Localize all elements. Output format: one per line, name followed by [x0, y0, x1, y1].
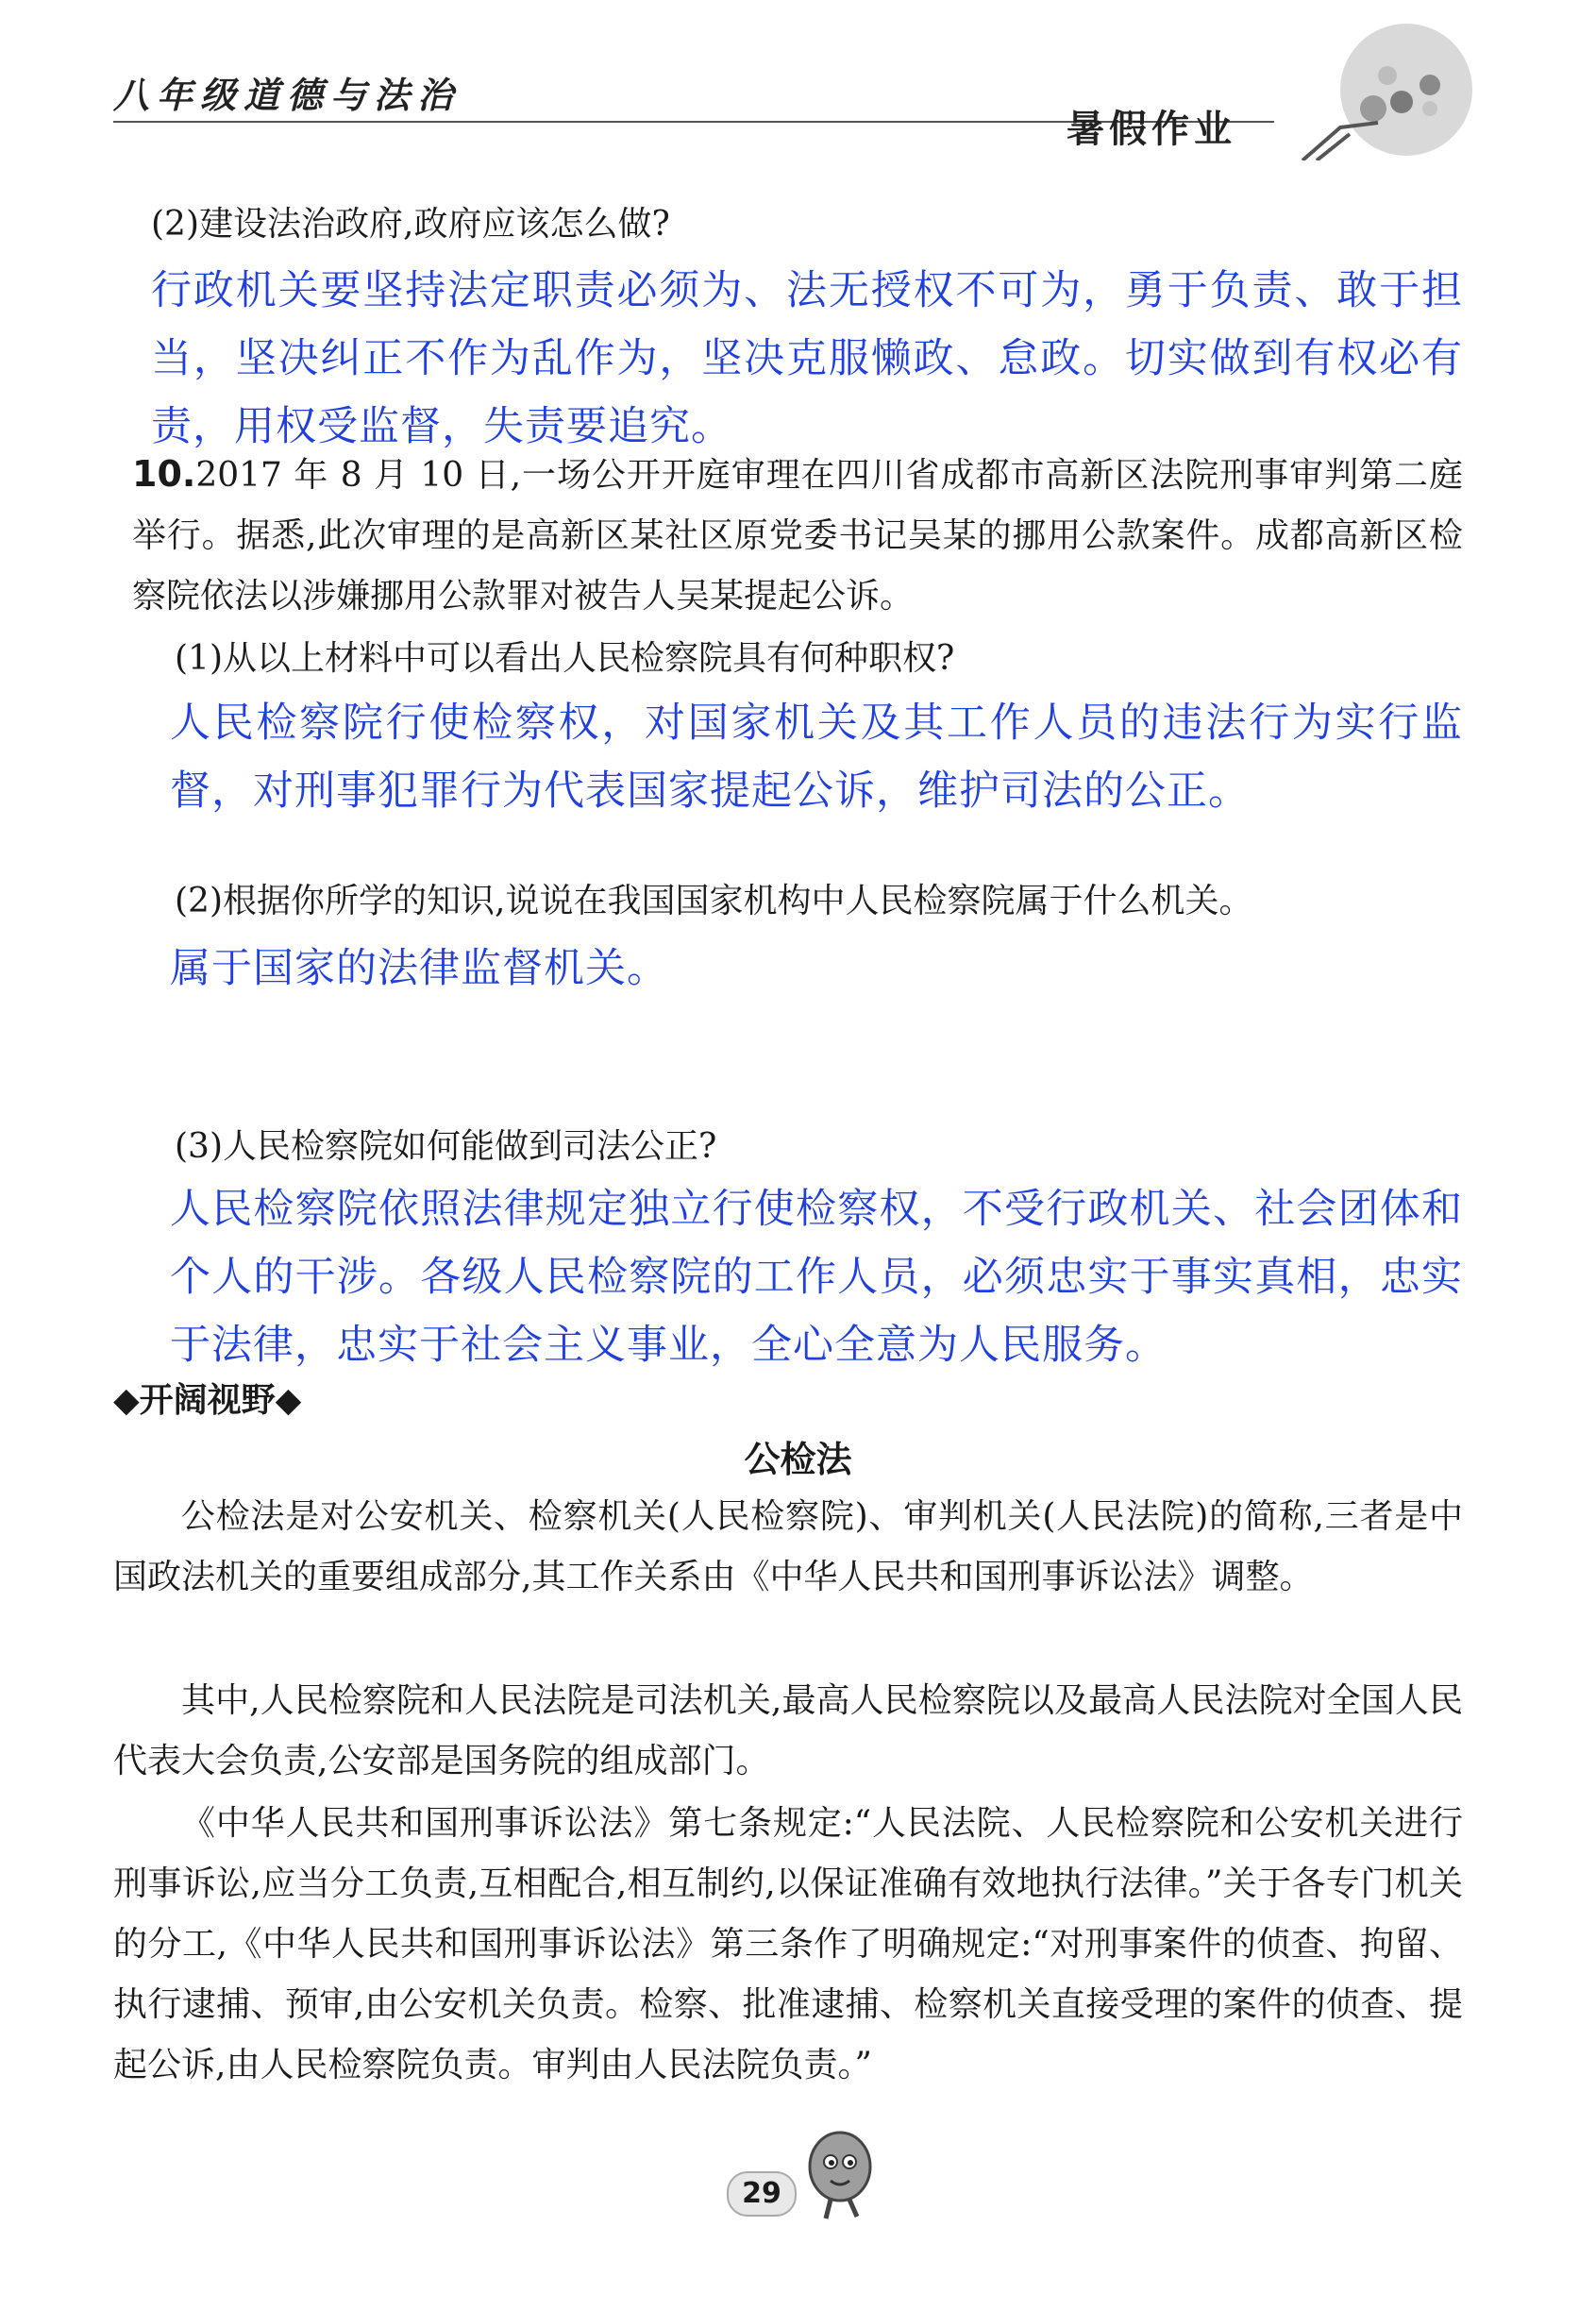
- moon-kids-illustration: [1265, 19, 1491, 160]
- book-subject: 八年级道德与法治: [113, 75, 462, 116]
- article-paragraph: 《中华人民共和国刑事诉讼法》第七条规定:“人民法院、人民检察院和公安机关进行刑事诉讼,应当分工负责,互相配合,相互制约,以保证准确有效地执行法律。”关于各专门机关的分工,《中华人民共和国刑事诉讼法》第三条作了明确规定:“对刑事案件的侦查、拘留、执行逮捕、预审,由公安机关负责。检察、批准逮捕、检察机关直接受理的案件的侦查、提起公诉,由人民检察院负责。审判由人民法院负责。”: [113, 1804, 1463, 2084]
- article-paragraph: 公检法是对公安机关、检察机关(人民检察院)、审判机关(人民法院)的简称,三者是中国政法机关的重要组成部分,其工作关系由《中华人民共和国刑事诉讼法》调整。: [113, 1497, 1463, 1596]
- q10-material: [132, 444, 1463, 627]
- book-series-label: 暑假作业: [1067, 108, 1236, 151]
- q10-material-text: 2017 年 8 月 10 日,一场公开开庭审理在四川省成都市高新区法院刑事审判第二庭举行。据悉,此次审理的是高新区某社区原党委书记吴某的挪用公款案件。成都高新区检察院依法以涉嫌挪用公款罪对被告人吴某提起公诉。: [132, 456, 1463, 616]
- q10-3-answer: 人民检察院依照法律规定独立行使检察权，不受行政机关、社会团体和个人的干涉。各级人民检察院的工作人员，必须忠实于事实真相，忠实于法律，忠实于社会主义事业，全心全意为人民服务。: [170, 1186, 1463, 1369]
- page-number: 29: [727, 2171, 797, 2217]
- article-paragraph: 其中,人民检察院和人民法院是司法机关,最高人民检察院以及最高人民法院对全国人民代表大会负责,公安部是国务院的组成部门。: [113, 1681, 1463, 1780]
- mascot-illustration: [793, 2124, 887, 2228]
- q9-2-answer: 行政机关要坚持法定职责必须为、法无授权不可为，勇于负责、敢于担当，坚决纠正不作为乱作为，坚决克服懒政、怠政。切实做到有权必有责，用权受监督，失责要追究。: [151, 267, 1463, 450]
- q10-1-answer: 人民检察院行使检察权，对国家机关及其工作人员的违法行为实行监督，对刑事犯罪行为代表国家提起公诉，维护司法的公正。: [170, 700, 1463, 815]
- section-heading: ◆开阔视野◆: [113, 1381, 302, 1420]
- q10-2-answer: 属于国家的法律监督机关。: [170, 945, 668, 992]
- q10-1-question: (1)从以上材料中可以看出人民检察院具有何种职权?: [175, 639, 955, 678]
- q10-3-question: (3)人民检察院如何能做到司法公正?: [175, 1127, 717, 1166]
- article-title: 公检法: [744, 1439, 852, 1480]
- q10-2-question: (2)根据你所学的知识,说说在我国国家机构中人民检察院属于什么机关。: [175, 882, 1253, 920]
- q10-number: 10.: [132, 453, 196, 495]
- q9-2-question: (2)建设法治政府,政府应该怎么做?: [151, 205, 670, 244]
